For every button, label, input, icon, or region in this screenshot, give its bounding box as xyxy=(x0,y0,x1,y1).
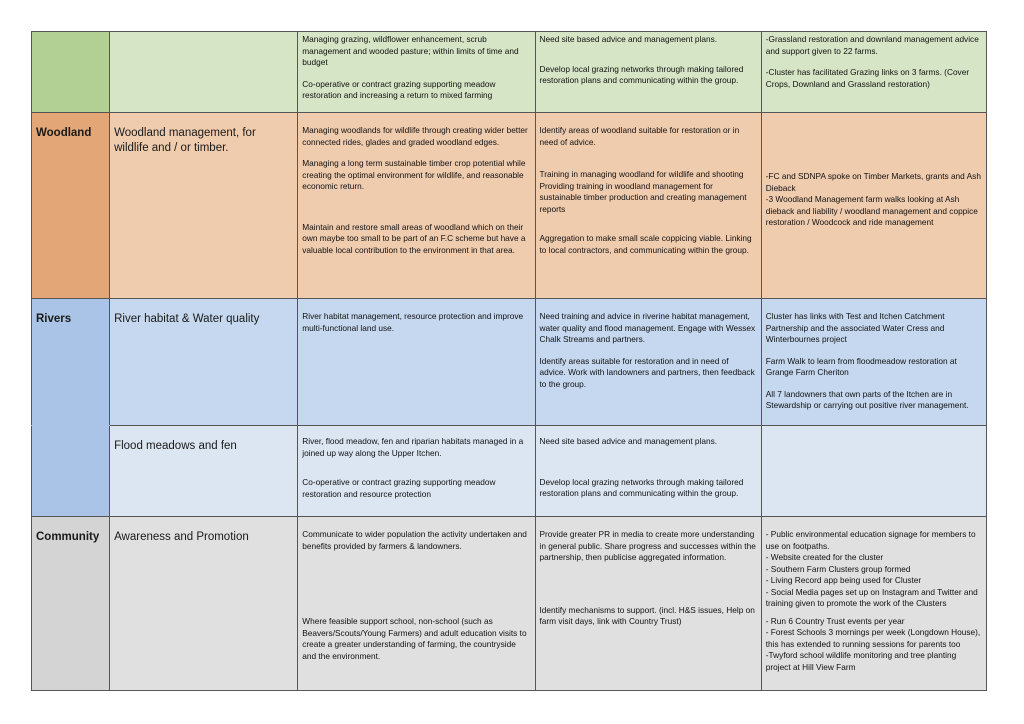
needs-cell xyxy=(535,426,761,517)
table-row xyxy=(32,517,987,691)
progress-text: -Cluster has facilitated Grazing links on 3 farms. (Cover Crops, Downland and Grassland restoration) xyxy=(765,67,970,89)
action-text: Managing a long term sustainable timber crop potential while creating the optimal environment for wildlife, and reasonable economic return. xyxy=(302,158,526,191)
need-text: Aggregation to make small scale coppicing viable. Linking to local contractors, and communicating within the group. xyxy=(539,233,752,255)
category-cell: Community xyxy=(32,517,110,691)
need-text: Identify areas of woodland suitable for restoration or in need of advice. xyxy=(539,125,740,147)
actions-cell xyxy=(298,299,535,426)
actions-cell xyxy=(298,32,535,113)
need-text: Identify areas suitable for restoration and in need of advice. Work with landowners and partners, then feedback to the group. xyxy=(539,355,755,389)
need-text: Identify mechanisms to support. (incl. H&S issues, Help on farm visit days, link with Country Trust) xyxy=(539,604,755,626)
progress-text: -Grassland restoration and downland management advice and support given to 22 farms. xyxy=(765,34,979,56)
progress-cell xyxy=(761,426,986,517)
action-text: Co-operative or contract grazing supporting meadow restoration and increasing a return to mixed farming xyxy=(302,78,496,100)
category-cell: Woodland xyxy=(32,113,110,299)
actions-cell xyxy=(298,426,535,517)
progress-cell xyxy=(761,299,986,426)
action-text: River, flood meadow, fen and riparian habitats managed in a joined up way along the Upper Itchen. xyxy=(302,436,524,458)
actions-cell xyxy=(298,113,535,299)
enterprise-cell: Flood meadows and fen xyxy=(110,426,298,517)
need-text: Need training and advice in riverine habitat management, water quality and flood management. Engage with Wessex Chalk Streams and partners. xyxy=(539,311,756,344)
progress-text: Cluster has links with Test and Itchen Catchment Partnership and the associated Water Cress and Winterbournes project xyxy=(765,311,945,344)
action-text: River habitat management, resource protection and improve multi-functional land use. xyxy=(302,311,524,333)
table-row xyxy=(32,32,987,113)
action-text: Managing grazing, wildflower enhancement, scrub management and wooded pasture; within limits of time and budget xyxy=(302,34,519,67)
progress-text: All 7 landowners that own parts of the Itchen are in Stewardship or carrying out positive river management. xyxy=(765,388,969,410)
needs-cell xyxy=(535,299,761,426)
action-text: Managing woodlands for wildlife through creating wider better connected rides, glades and graded woodland edges. xyxy=(302,125,528,147)
enterprise-cell: Woodland management, for wildlife and / or timber. xyxy=(110,113,298,299)
progress-text: - Public environmental education signage for members to use on footpaths. - Website created for the cluster - Southern Farm Clusters group formed - Living Record app being used for Cluster - Social Media pages set up on Instagram and Twitter and training given to promote the work of the Clusters xyxy=(765,529,978,608)
progress-cell xyxy=(761,517,986,691)
need-text: Provide greater PR in media to create more understanding in general public. Share progress and successes within the partnership, then publicise aggregated information. xyxy=(539,529,756,562)
need-text: Need site based advice and management plans. xyxy=(539,436,718,446)
need-text: Training in managing woodland for wildlife and shooting Providing training in woodland management for sustainable timber production and creating management reports xyxy=(539,169,747,214)
progress-text: Farm Walk to learn from floodmeadow restoration at Grange Farm Cheriton xyxy=(765,355,957,377)
table-row xyxy=(32,426,987,517)
category-cell xyxy=(32,426,110,517)
action-text: Where feasible support school, non-school (such as Beavers/Scouts/Young Farmers) and adult education visits to create a greater understanding of farming, the countryside and the environment. xyxy=(302,616,527,661)
actions-cell xyxy=(298,517,535,691)
needs-cell xyxy=(535,32,761,113)
action-text: Co-operative or contract grazing supporting meadow restoration and resource protection xyxy=(302,477,496,499)
progress-text: -FC and SDNPA spoke on Timber Markets, grants and Ash Dieback -3 Woodland Management farm walks looking at Ash dieback and liability / woodland management and coppice restoration / Woodcock and ride management xyxy=(765,171,981,227)
action-text: Communicate to wider population the activity undertaken and benefits provided by farmers & landowners. xyxy=(302,529,527,551)
enterprise-cell: River habitat & Water quality xyxy=(110,299,298,426)
needs-cell xyxy=(535,113,761,299)
need-text: Need site based advice and management plans. xyxy=(539,34,718,44)
need-text: Develop local grazing networks through making tailored restoration plans and communicating within the group. xyxy=(539,63,744,85)
needs-cell xyxy=(535,517,761,691)
action-text: Maintain and restore small areas of woodland which on their own maybe too small to be part of an F.C scheme but have a valuable local contribution to the environment in that area. xyxy=(302,221,526,255)
category-cell: Rivers xyxy=(32,299,110,426)
management-table xyxy=(31,31,987,691)
progress-cell xyxy=(761,113,986,299)
category-cell xyxy=(32,32,110,113)
table-row xyxy=(32,299,987,426)
enterprise-cell: Awareness and Promotion xyxy=(110,517,298,691)
table-row xyxy=(32,113,987,299)
enterprise-cell xyxy=(110,32,298,113)
progress-text: - Run 6 Country Trust events per year - Forest Schools 3 mornings per week (Longdown House), this has extended to running sessions for parents too -Twyford school wildlife monitoring and tree planting project at Hill View Farm xyxy=(765,615,981,672)
need-text: Develop local grazing networks through making tailored restoration plans and communicating within the group. xyxy=(539,476,744,498)
progress-cell xyxy=(761,32,986,113)
